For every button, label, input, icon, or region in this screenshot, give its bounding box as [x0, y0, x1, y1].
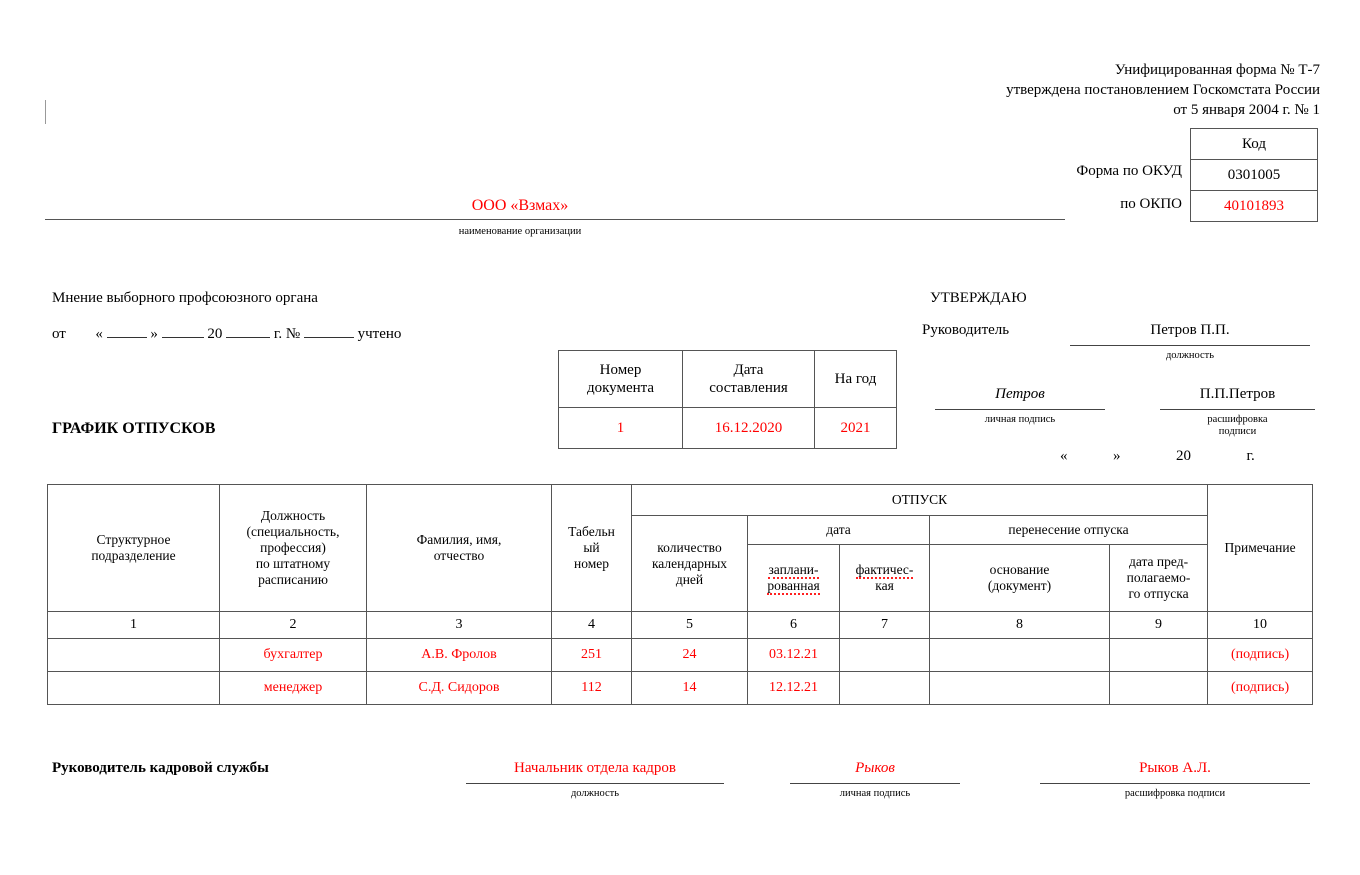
docdate-value-cell[interactable]: 16.12.2020 [683, 408, 815, 449]
okpo-label: по ОКПО [1120, 196, 1182, 212]
cell-unit[interactable] [48, 639, 220, 672]
code-table [1190, 128, 1318, 222]
document-number-table [558, 350, 897, 449]
form-header-block [820, 60, 1320, 120]
header-position-l2: (специальность, [246, 524, 340, 539]
header-position-l5: расписанию [258, 572, 328, 587]
footer-decoding-line [1040, 783, 1310, 784]
header-planned-date-l1: заплани- [768, 562, 819, 577]
footer-position-value[interactable]: Начальник отдела кадров [514, 760, 676, 776]
column-number-3: 3 [367, 612, 552, 639]
form-header-line-3: от 5 января 2004 г. № 1 [1173, 102, 1320, 118]
header-full-name [367, 485, 552, 612]
approval-decoding-caption-l2: подписи [1218, 426, 1257, 437]
approval-date-quote-open: « [1060, 448, 1068, 464]
approval-position-line [1070, 345, 1310, 346]
header-actual-date [840, 545, 930, 612]
column-number-10: 10 [1208, 612, 1313, 639]
header-expected-date-l1: дата пред- [1128, 554, 1189, 569]
header-date-group: дата [748, 516, 930, 545]
cell-expected-date[interactable] [1110, 639, 1208, 672]
vacation-schedule-table [47, 484, 1313, 705]
header-personnel-number-l3: номер [573, 556, 609, 571]
approval-decoding-value[interactable]: П.П.Петров [1199, 386, 1276, 402]
cell-personnel-number[interactable]: 112 [552, 672, 632, 705]
header-full-name-l1: Фамилия, имя, [416, 532, 502, 547]
docnum-header-l2: документа [586, 380, 655, 396]
header-calendar-days-l3: дней [675, 571, 704, 587]
header-full-name-l2: отчество [433, 548, 485, 563]
header-vacation-group: ОТПУСК [632, 485, 1208, 516]
organization-name: ООО «Взмах» [471, 197, 569, 214]
union-opinion-fields [52, 323, 401, 343]
header-position [220, 485, 367, 612]
header-basis-l2: (документ) [987, 578, 1052, 593]
header-personnel-number-l1: Табельн [568, 524, 615, 539]
form-header-line-1: Унифицированная форма № Т-7 [1114, 62, 1320, 78]
column-number-9: 9 [1110, 612, 1208, 639]
column-number-2: 2 [220, 612, 367, 639]
cell-calendar-days[interactable]: 14 [632, 672, 748, 705]
column-number-5: 5 [632, 612, 748, 639]
okud-value-cell: 0301005 [1191, 160, 1318, 191]
header-structural-unit-l1: Структурное [96, 532, 171, 547]
union-quote-open: « [95, 326, 103, 342]
header-personnel-number [552, 485, 632, 612]
cell-calendar-days[interactable]: 24 [632, 639, 748, 672]
table-row[interactable] [48, 639, 1313, 672]
header-transfer-group: перенесение отпуска [930, 516, 1208, 545]
header-structural-unit-l2: подразделение [91, 548, 176, 563]
cell-note[interactable]: (подпись) [1208, 639, 1313, 672]
approval-date-quote-close: » [1113, 448, 1121, 464]
docdate-header-cell [683, 351, 815, 408]
approval-signature-value[interactable]: Петров [995, 386, 1045, 402]
approval-decoding-line [1160, 409, 1315, 410]
docnum-header-cell [559, 351, 683, 408]
approval-date-suffix: г. [1246, 448, 1255, 464]
approval-date-row [1060, 448, 1255, 465]
header-actual-date-l1: фактичес- [855, 562, 914, 577]
header-actual-date-l2: кая [875, 578, 894, 593]
header-position-l1: Должность [260, 508, 326, 523]
code-table-okud-row [1191, 160, 1318, 191]
cell-name[interactable]: С.Д. Сидоров [367, 672, 552, 705]
docdate-header-l1: Дата [733, 362, 764, 378]
header-position-l3: профессия) [260, 540, 326, 555]
header-structural-unit [48, 485, 220, 612]
cell-expected-date[interactable] [1110, 672, 1208, 705]
okpo-value-cell: 40101893 [1191, 191, 1318, 222]
footer-signature-caption: личная подпись [839, 788, 911, 799]
cell-basis[interactable] [930, 639, 1110, 672]
approval-position-caption: должность [1165, 350, 1215, 361]
header-note: Примечание [1208, 485, 1313, 612]
form-header-line-2: утверждена постановлением Госкомстата России [1006, 82, 1320, 98]
footer-role-label: Руководитель кадровой службы [52, 760, 269, 776]
cell-note[interactable]: (подпись) [1208, 672, 1313, 705]
header-expected-date-l3: го отпуска [1128, 586, 1189, 601]
approval-role-label: Руководитель [922, 322, 1010, 338]
docnum-value-row [559, 408, 897, 449]
footer-decoding-caption: расшифровка подписи [1124, 788, 1226, 799]
docdate-header-l2: составления [709, 380, 788, 396]
footer-position-caption: должность [570, 788, 620, 799]
cell-position[interactable]: бухгалтер [220, 639, 367, 672]
cell-personnel-number[interactable]: 251 [552, 639, 632, 672]
cell-actual-date[interactable] [840, 672, 930, 705]
code-table-title-row [1191, 129, 1318, 160]
table-row[interactable] [48, 672, 1313, 705]
union-month-blank[interactable] [162, 323, 204, 338]
column-number-8: 8 [930, 612, 1110, 639]
code-table-okpo-row [1191, 191, 1318, 222]
docnum-value-cell[interactable]: 1 [559, 408, 683, 449]
column-number-row [48, 612, 1313, 639]
union-day-blank[interactable] [107, 323, 147, 338]
header-expected-date-l2: полагаемо- [1126, 570, 1191, 585]
approval-signature-line [935, 409, 1105, 410]
cell-actual-date[interactable] [840, 639, 930, 672]
union-year-blank[interactable] [226, 323, 270, 338]
column-number-7: 7 [840, 612, 930, 639]
organization-rule [45, 219, 1065, 220]
docyear-header-cell: На год [815, 351, 897, 408]
header-position-l4: по штатному [255, 556, 331, 571]
cell-position[interactable]: менеджер [220, 672, 367, 705]
approval-date-year: 20 [1176, 448, 1191, 464]
union-accounted-label: учтено [357, 326, 402, 342]
union-from-label: от [52, 326, 66, 342]
union-year-prefix: 20 [207, 326, 223, 342]
cell-basis[interactable] [930, 672, 1110, 705]
header-basis-l1: основание [989, 562, 1050, 577]
footer-decoding-value[interactable]: Рыков А.Л. [1139, 760, 1211, 776]
union-opinion-title: Мнение выборного профсоюзного органа [52, 290, 318, 306]
header-expected-date [1110, 545, 1208, 612]
approval-decoding-caption-l1: расшифровка [1207, 414, 1268, 425]
approval-title: УТВЕРЖДАЮ [930, 290, 1027, 306]
main-table-header-row-1 [48, 485, 1313, 516]
footer-position-line [466, 783, 724, 784]
header-basis [930, 545, 1110, 612]
union-number-blank[interactable] [304, 323, 354, 338]
column-number-6: 6 [748, 612, 840, 639]
okud-label: Форма по ОКУД [1076, 163, 1182, 179]
union-year-suffix: г. № [273, 326, 301, 342]
cell-unit[interactable] [48, 672, 220, 705]
column-number-1: 1 [48, 612, 220, 639]
header-calendar-days-l2: календарных [651, 555, 728, 571]
cell-planned-date[interactable]: 12.12.21 [748, 672, 840, 705]
page-margin-tick [45, 100, 46, 124]
header-planned-date [748, 545, 840, 612]
code-title-cell: Код [1191, 129, 1318, 160]
docnum-header-row [559, 351, 897, 408]
footer-signature-value[interactable]: Рыков [855, 760, 895, 776]
approval-position-value[interactable]: Петров П.П. [1150, 322, 1230, 338]
approval-decoding-caption [1160, 414, 1315, 438]
footer-signature-line [790, 783, 960, 784]
header-planned-date-l2: рованная [767, 578, 820, 593]
header-personnel-number-l2: ый [583, 540, 600, 555]
organization-caption: наименование организации [458, 226, 582, 237]
cell-name[interactable]: А.В. Фролов [367, 639, 552, 672]
header-calendar-days [632, 516, 748, 612]
docyear-value-cell[interactable]: 2021 [815, 408, 897, 449]
cell-planned-date[interactable]: 03.12.21 [748, 639, 840, 672]
page-title: ГРАФИК ОТПУСКОВ [52, 420, 216, 437]
union-quote-close: » [150, 326, 158, 342]
approval-signature-caption: личная подпись [984, 414, 1056, 425]
docnum-header-l1: Номер [599, 362, 642, 378]
column-number-4: 4 [552, 612, 632, 639]
header-calendar-days-l1: количество [657, 539, 722, 555]
